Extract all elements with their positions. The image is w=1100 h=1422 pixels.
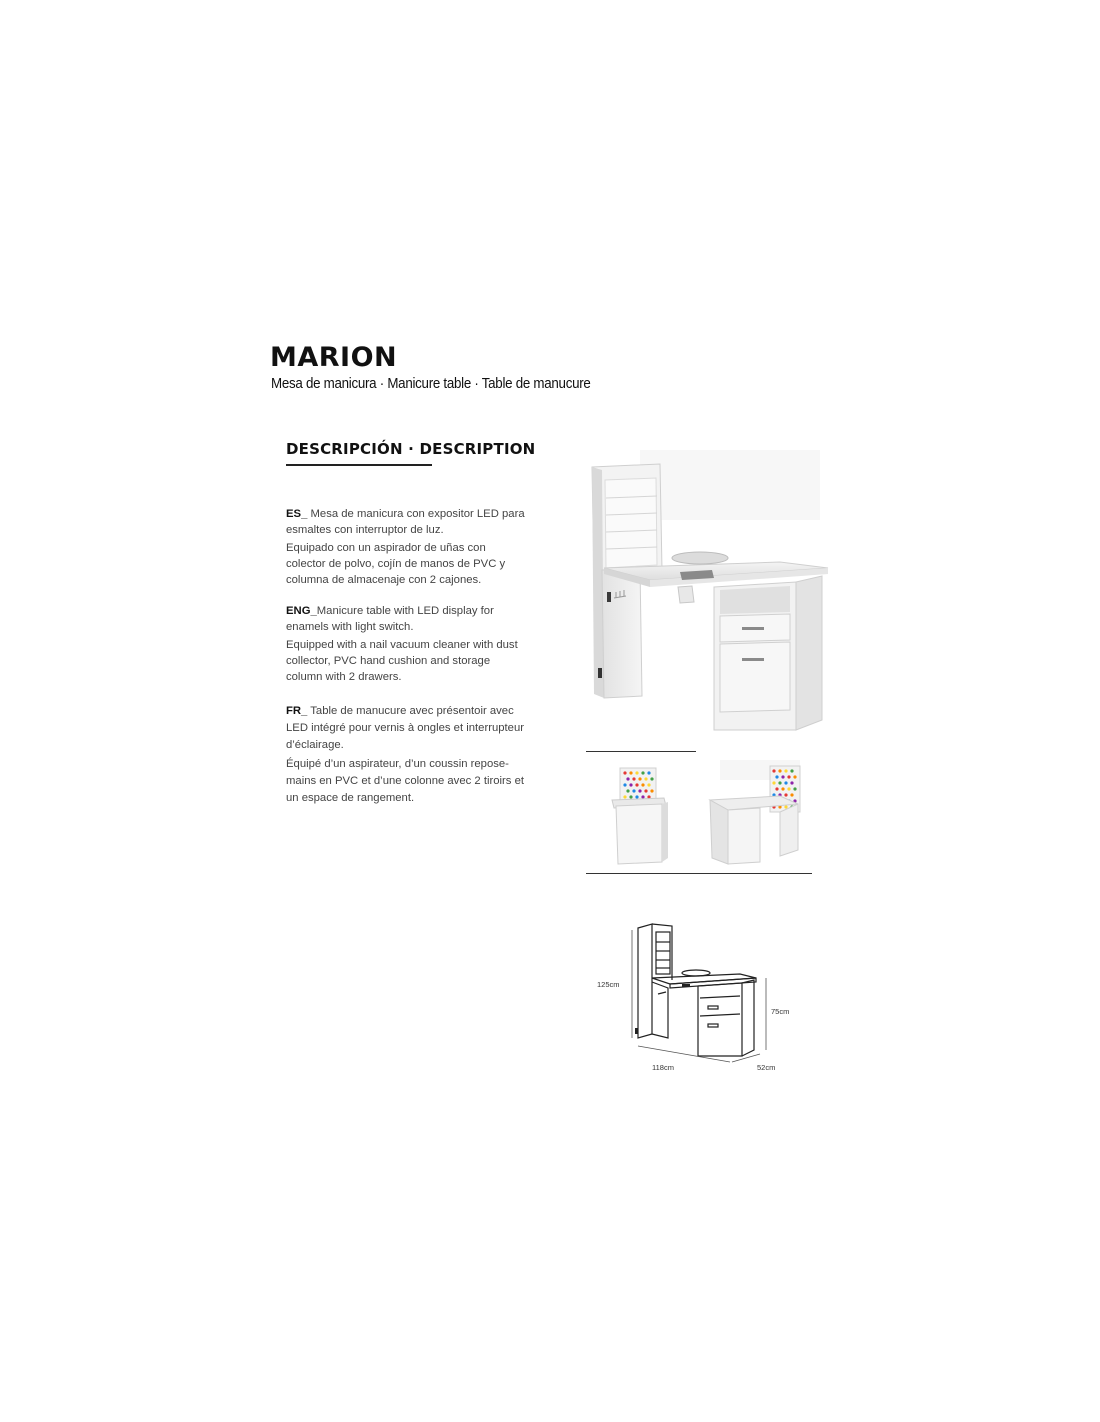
description-es-line1 <box>286 506 526 538</box>
led-dot <box>644 789 647 792</box>
dimension-width-label: 118cm <box>652 1063 674 1072</box>
description-fr-line1 <box>286 703 526 754</box>
description-fr-text1: Table de manucure avec présentoir avec LED intégré pour vernis à ongles et interrupteur d’éclairage. <box>286 705 524 751</box>
led-dot <box>626 789 629 792</box>
lang-tag-fr: FR_ <box>286 705 308 717</box>
led-dot <box>790 769 793 772</box>
led-dot <box>775 787 778 790</box>
dimension-depth-label: 52cm <box>757 1063 776 1072</box>
led-dot <box>623 795 626 798</box>
description-fr <box>286 703 526 807</box>
led-dot <box>650 789 653 792</box>
dimension-height-label: 125cm <box>597 980 620 989</box>
led-dot <box>644 777 647 780</box>
description-en-text2: Equipped with a nail vacuum cleaner with dust collector, PVC hand cushion and storage column with 2 drawers. <box>286 639 518 683</box>
led-dot <box>787 787 790 790</box>
description-en-text1: Manicure table with LED display for enamels with light switch. <box>286 605 494 633</box>
led-dot <box>641 795 644 798</box>
description-es-text1: Mesa de manicura con expositor LED para esmaltes con interruptor de luz. <box>286 508 525 536</box>
led-dot <box>790 781 793 784</box>
led-dot <box>632 789 635 792</box>
led-dot <box>781 787 784 790</box>
led-dot <box>638 777 641 780</box>
product-photo-closed <box>606 760 678 868</box>
led-dot <box>775 775 778 778</box>
led-dot <box>635 795 638 798</box>
product-title: MARION <box>270 342 398 373</box>
led-dot <box>635 783 638 786</box>
led-dot <box>778 781 781 784</box>
description-en <box>286 603 526 685</box>
led-dot <box>784 781 787 784</box>
led-dot <box>784 793 787 796</box>
description-en-line1 <box>286 603 526 635</box>
led-dot <box>629 771 632 774</box>
led-dot <box>647 771 650 774</box>
led-dot <box>787 775 790 778</box>
led-dot <box>778 769 781 772</box>
led-dot <box>772 769 775 772</box>
led-dot <box>626 777 629 780</box>
gallery-top-rule <box>586 751 696 752</box>
description-es <box>286 506 526 588</box>
led-dot <box>629 795 632 798</box>
led-dot <box>650 777 653 780</box>
description-es-text2: Equipado con un aspirador de uñas con colector de polvo, cojín de manos de PVC y columna de almacenaje con 2 cajones. <box>286 542 506 586</box>
led-dot <box>790 793 793 796</box>
product-photo-back <box>700 760 812 868</box>
description-fr-text2: Équipé d’un aspirateur, d’un coussin repose-mains en PVC et d’une colonne avec 2 tiroirs et un espace de rangement. <box>286 758 524 804</box>
led-dot <box>793 775 796 778</box>
gallery-bottom-rule <box>586 873 812 874</box>
dimension-table-height-label: 75cm <box>771 1007 790 1016</box>
led-dot <box>629 783 632 786</box>
led-dot <box>623 783 626 786</box>
led-dot <box>781 775 784 778</box>
lang-tag-es: ES_ <box>286 508 308 520</box>
led-dot <box>623 771 626 774</box>
heading-underline <box>286 464 432 466</box>
led-dot <box>647 783 650 786</box>
product-photo-main <box>560 440 830 740</box>
led-dot <box>772 781 775 784</box>
product-subtitle: Mesa de manicura · Manicure table · Table de manucure <box>271 376 591 392</box>
led-dot <box>784 769 787 772</box>
section-heading: DESCRIPCIÓN · DESCRIPTION <box>286 440 536 458</box>
lang-tag-en: ENG_ <box>286 605 317 617</box>
led-dot <box>632 777 635 780</box>
led-dot <box>793 787 796 790</box>
led-dot <box>638 789 641 792</box>
dimension-drawing <box>620 920 780 1065</box>
led-dot <box>784 805 787 808</box>
led-dot <box>641 771 644 774</box>
led-dot <box>635 771 638 774</box>
led-dot <box>641 783 644 786</box>
